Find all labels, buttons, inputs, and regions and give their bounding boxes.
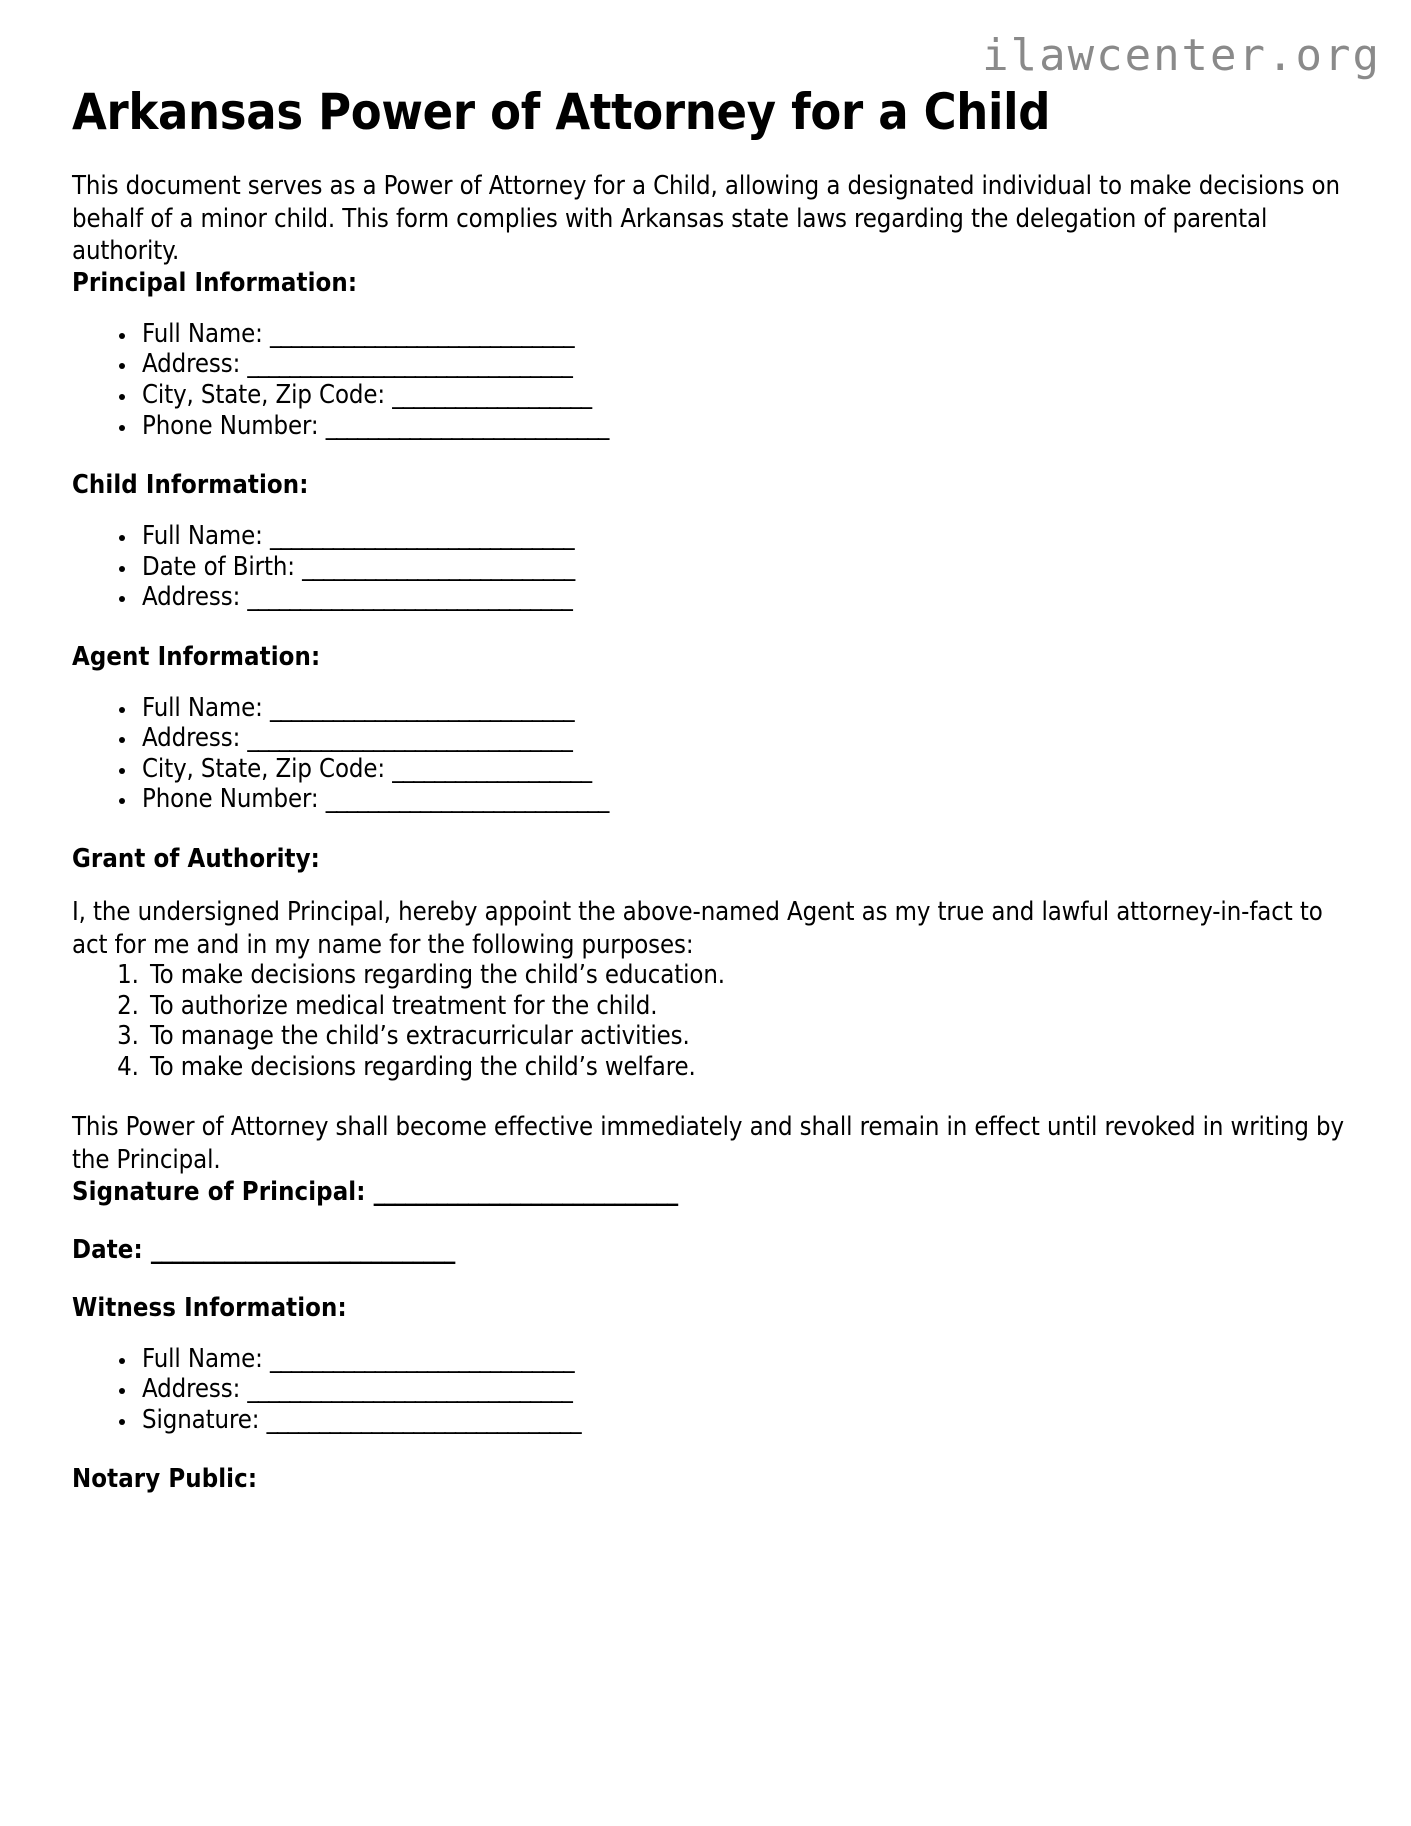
list-item: 1. To make decisions regarding the child’s education.	[146, 961, 1362, 990]
signature-of-principal-blank[interactable]: _____________________________	[373, 1176, 678, 1207]
date-label: Date:	[72, 1234, 143, 1265]
section-heading-child: Child Information:	[72, 470, 309, 501]
section-heading-notary-public: Notary Public:	[72, 1464, 258, 1495]
field-label: Date of Birth:	[142, 551, 295, 582]
list-item	[138, 381, 1362, 410]
field-list-child	[72, 522, 1362, 612]
list-item	[138, 583, 1362, 612]
section-heading-principal: Principal Information:	[72, 267, 358, 298]
list-item	[138, 1406, 1362, 1435]
field-label: Full Name:	[142, 318, 263, 349]
list-item	[138, 785, 1362, 814]
list-item: 3. To manage the child’s extracurricular activities.	[146, 1022, 1362, 1051]
field-blank[interactable]: __________________________	[302, 551, 575, 582]
watermark-container	[982, 30, 1381, 81]
page-title: Arkansas Power of Attorney for a Child	[72, 83, 1051, 141]
list-item: 4. To make decisions regarding the child’s welfare.	[146, 1053, 1362, 1082]
field-label: Address:	[142, 349, 241, 380]
field-label: Phone Number:	[142, 784, 319, 815]
list-item	[138, 320, 1362, 349]
field-label: Full Name:	[142, 692, 263, 723]
field-list-agent	[72, 694, 1362, 814]
section-heading-grant-of-authority: Grant of Authority:	[72, 843, 320, 874]
field-label: Address:	[142, 582, 241, 613]
field-blank[interactable]: _______________________________	[247, 582, 572, 613]
intro-paragraph: This document serves as a Power of Attorney for a Child, allowing a designated individual to make decisions on behalf of a minor child. This form complies with Arkansas state laws regarding the delegation of parental authority.	[72, 171, 1340, 267]
field-blank[interactable]: ___________________________	[325, 410, 609, 441]
site-watermark: ilawcenter.org	[982, 30, 1381, 81]
effective-paragraph: This Power of Attorney shall become effective immediately and shall remain in effect until revoked in writing by the Principal.	[72, 1112, 1344, 1175]
list-item	[138, 694, 1362, 723]
field-list-principal	[72, 320, 1362, 440]
field-blank[interactable]: ___________________	[392, 753, 592, 784]
field-label: Full Name:	[142, 1343, 263, 1374]
document-content	[72, 170, 1362, 1516]
list-item	[138, 412, 1362, 441]
field-label: Address:	[142, 1374, 241, 1405]
field-label: Full Name:	[142, 521, 263, 552]
field-blank[interactable]: _______________________________	[247, 1374, 572, 1405]
date-blank[interactable]: _____________________________	[150, 1234, 455, 1265]
list-item	[138, 1375, 1362, 1404]
field-label: City, State, Zip Code:	[142, 379, 386, 410]
section-heading-agent: Agent Information:	[72, 641, 321, 672]
list-item	[138, 1345, 1362, 1374]
field-blank[interactable]: _____________________________	[270, 692, 574, 723]
field-blank[interactable]: _____________________________	[270, 1343, 574, 1374]
list-item	[138, 553, 1362, 582]
field-label: Phone Number:	[142, 410, 319, 441]
list-item	[138, 755, 1362, 784]
field-blank[interactable]: _____________________________	[270, 521, 574, 552]
date-line	[72, 1235, 1362, 1265]
field-blank[interactable]: ___________________________	[325, 784, 609, 815]
list-item	[138, 522, 1362, 551]
field-label: Signature:	[142, 1404, 260, 1435]
list-item	[138, 724, 1362, 753]
field-label: City, State, Zip Code:	[142, 753, 386, 784]
purpose-list	[72, 961, 1362, 1081]
list-item: 2. To authorize medical treatment for the child.	[146, 992, 1362, 1021]
section-heading-witness: Witness Information:	[72, 1292, 347, 1323]
signature-of-principal-line	[72, 1177, 1362, 1207]
field-list-witness	[72, 1345, 1362, 1435]
grant-paragraph: I, the undersigned Principal, hereby appoint the above-named Agent as my true and lawful attorney-in-fact to act for me and in my name for the following purposes:	[72, 896, 1323, 960]
field-blank[interactable]: ___________________	[392, 379, 592, 410]
signature-of-principal-label: Signature of Principal:	[72, 1176, 366, 1207]
field-label: Address:	[142, 723, 241, 754]
field-blank[interactable]: _______________________________	[247, 723, 572, 754]
list-item	[138, 350, 1362, 379]
field-blank[interactable]: _______________________________	[247, 349, 572, 380]
field-blank[interactable]: _____________________________	[270, 318, 574, 349]
field-blank[interactable]: ______________________________	[266, 1404, 581, 1435]
